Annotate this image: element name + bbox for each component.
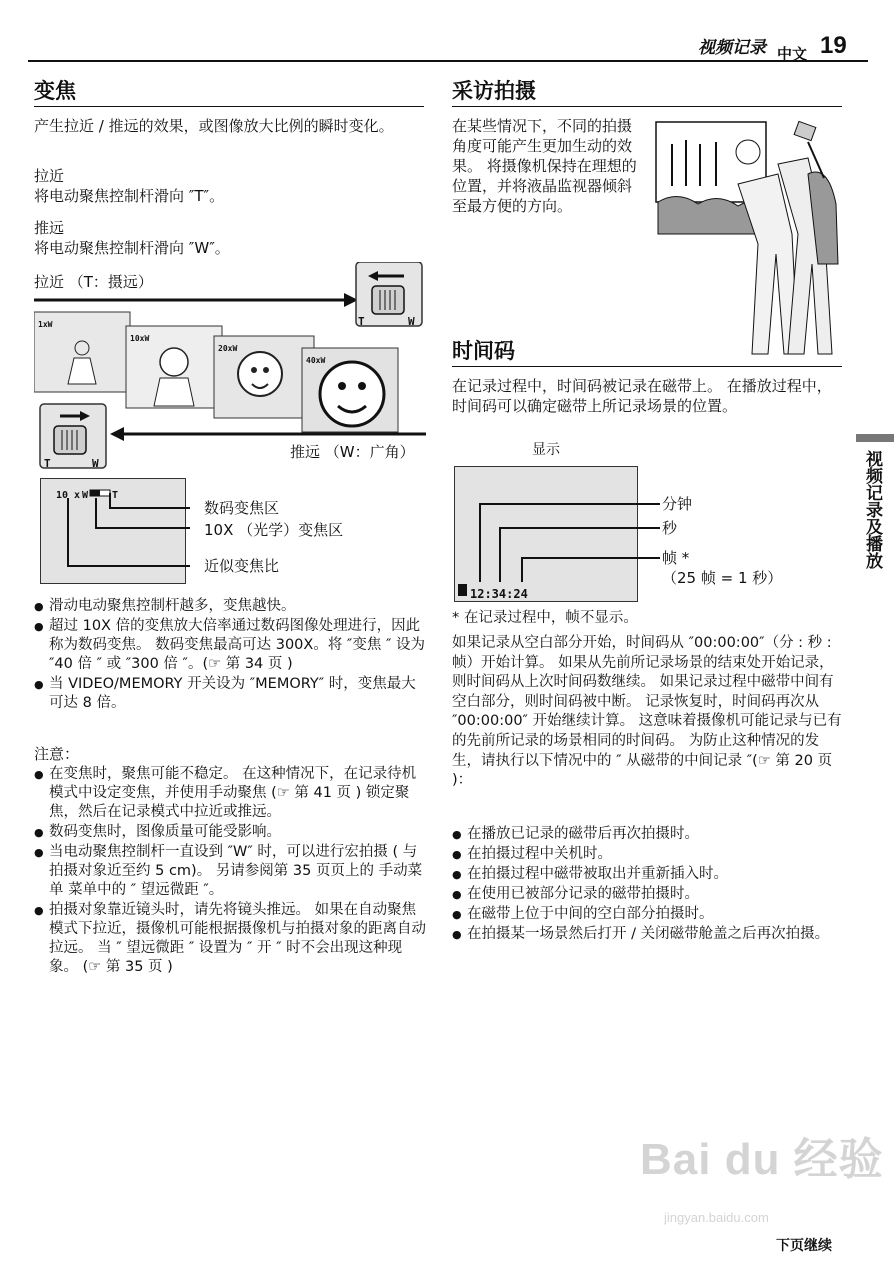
zoom-bullet-list xyxy=(34,597,426,714)
watermark-url: jingyan.baidu.com xyxy=(664,1210,769,1225)
figure-zoom-in-caption: 拉近 （T：摄远） xyxy=(34,273,153,291)
callout-digital-zoom: 数码变焦区 xyxy=(204,499,280,517)
list-item: ● 超过 10X 倍的变焦放大倍率通过数码图像处理进行，因此称为数码变焦。 数码变焦最高可达 300X。将 ″变焦 ″ 设为 ″40 倍 ″ 或 ″300 倍 ″。(☞ 第 34 页 ) xyxy=(34,617,426,674)
timecode-intro: 在记录过程中，时间码被记录在磁带上。 在播放过程中，时间码可以确定磁带上所记录场景的位置。 xyxy=(452,377,832,415)
frame-label-4: 40xW xyxy=(306,356,326,365)
side-tab-label: 视频记录及播放 xyxy=(862,450,882,569)
timecode-title-rule xyxy=(452,366,842,367)
callout-zoom-ratio: 近似变焦比 xyxy=(204,557,280,575)
timecode-bullet-list xyxy=(452,825,844,945)
list-item: ● 在磁带上位于中间的空白部分拍摄时。 xyxy=(452,905,844,924)
lever-wide-w: W xyxy=(92,457,99,470)
frame-label-3: 20xW xyxy=(218,344,238,353)
list-item: ● 在播放已记录的磁带后再次拍摄时。 xyxy=(452,825,844,844)
list-item: ● 在拍摄某一场景然后打开 / 关闭磁带舱盖之后再次拍摄。 xyxy=(452,925,844,944)
interview-illustration xyxy=(648,114,848,362)
zoom-out-text: 将电动聚焦控制杆滑向 ″W″。 xyxy=(34,239,230,257)
callout-minutes: 分钟 xyxy=(662,495,693,513)
callout-seconds: 秒 xyxy=(662,519,678,537)
zoom-title-rule xyxy=(34,106,424,107)
list-item: ● 当电动聚焦控制杆一直设到 ″W″ 时，可以进行宏拍摄 ( 与拍摄对象近至约 5 cm)。 另请参阅第 35 页页上的 手动菜单 菜单中的 ″ 望远微距 ″。 xyxy=(34,843,426,900)
zoom-out-label: 推远 xyxy=(34,219,65,237)
watermark: Bai du 经验 xyxy=(640,1135,884,1184)
interview-text: 在某些情况下，不同的拍摄角度可能产生更加生动的效果。 将摄像机保持在理想的位置，并将液晶监视器倾斜至最方便的方向。 xyxy=(452,117,637,215)
figure-zoom-out-caption: 推远 （W：广角） xyxy=(290,443,415,461)
callout-frames-note: （25 帧 = 1 秒） xyxy=(662,569,783,587)
list-item: ● 在变焦时，聚焦可能不稳定。 在这种情况下，在记录待机模式中设定变焦，并使用手动聚焦 (☞ 第 41 页 ) 锁定聚焦，然后在记录模式中拉近或推远。 xyxy=(34,765,426,822)
side-tab-bar xyxy=(856,434,894,442)
list-item: ● 当 VIDEO/MEMORY 开关设为 ″MEMORY″ 时，变焦最大可达 8 倍。 xyxy=(34,675,426,713)
timecode-display-value: 12:34:24 xyxy=(470,587,528,601)
header-section: 视频记录 xyxy=(698,38,766,58)
zoom-indicator-w: W xyxy=(82,490,89,501)
lever-tele-w: W xyxy=(408,315,415,328)
lever-tele-t: T xyxy=(358,315,365,328)
timecode-callout-lines xyxy=(454,466,666,602)
header-language: 中文 xyxy=(777,45,808,63)
header-rule xyxy=(28,60,868,62)
zoom-indicator-ratio: 10 x xyxy=(56,490,81,501)
frame-label-2: 10xW xyxy=(130,334,150,343)
list-item: ● 在使用已被部分记录的磁带拍摄时。 xyxy=(452,885,844,904)
notes-title: 注意： xyxy=(34,745,80,763)
list-item: ● 滑动电动聚焦控制杆越多，变焦越快。 xyxy=(34,597,426,616)
page-number: 19 xyxy=(820,32,847,59)
zoom-illustration xyxy=(34,262,430,472)
notes-list xyxy=(34,765,426,978)
zoom-indicator-lines xyxy=(40,478,210,584)
zoom-indicator-t: T xyxy=(112,490,119,501)
zoom-intro: 产生拉近 / 推远的效果，或图像放大比例的瞬时变化。 xyxy=(34,117,394,135)
lever-wide-t: T xyxy=(44,457,51,470)
list-item: ● 数码变焦时，图像质量可能受影响。 xyxy=(34,823,426,842)
timecode-title: 时间码 xyxy=(452,339,515,363)
callout-frames: 帧 * xyxy=(662,549,690,567)
display-label: 显示 xyxy=(532,442,560,458)
frame-label-1: 1xW xyxy=(38,320,53,329)
timecode-body: 如果记录从空白部分开始，时间码从 ″00:00:00″（分 : 秒 : 帧）开始计算。 如果从先前所记录场景的结束处开始记录，则时间码从上次时间码数继续。 如果记录过程中磁带中间有空白部分，则时间码被中断。 记录恢复时，时间码再次从 ″00:00:00″ 开始继续计算。 这意味着摄像机可能记录与已有的先前所记录的场景相同的时间码。 为防止这种情况的发生，请执行以下情况中的 ″ 从磁带的中间记录 ″(☞ 第 20 页 )： xyxy=(452,635,842,789)
zoom-in-text: 将电动聚焦控制杆滑向 ″T″。 xyxy=(34,187,225,205)
list-item: ● 在拍摄过程中关机时。 xyxy=(452,845,844,864)
list-item: ● 在拍摄过程中磁带被取出并重新插入时。 xyxy=(452,865,844,884)
list-item: ● 拍摄对象靠近镜头时，请先将镜头推远。 如果在自动聚焦模式下拉近，摄像机可能根据摄像机与拍摄对象的距离自动拉远。 当 ″ 望远微距 ″ 设置为 ″ 开 ″ 时不会出现这种现象。 (☞ 第 35 页 ) xyxy=(34,901,426,977)
callout-optical-zoom: 10X （光学）变焦区 xyxy=(204,521,344,539)
interview-title: 采访拍摄 xyxy=(452,79,536,103)
timecode-footnote: * 在记录过程中，帧不显示。 xyxy=(452,610,638,626)
interview-title-rule xyxy=(452,106,842,107)
continued-next-page: 下页继续 xyxy=(776,1238,832,1254)
zoom-in-label: 拉近 xyxy=(34,167,65,185)
zoom-title: 变焦 xyxy=(34,79,76,103)
